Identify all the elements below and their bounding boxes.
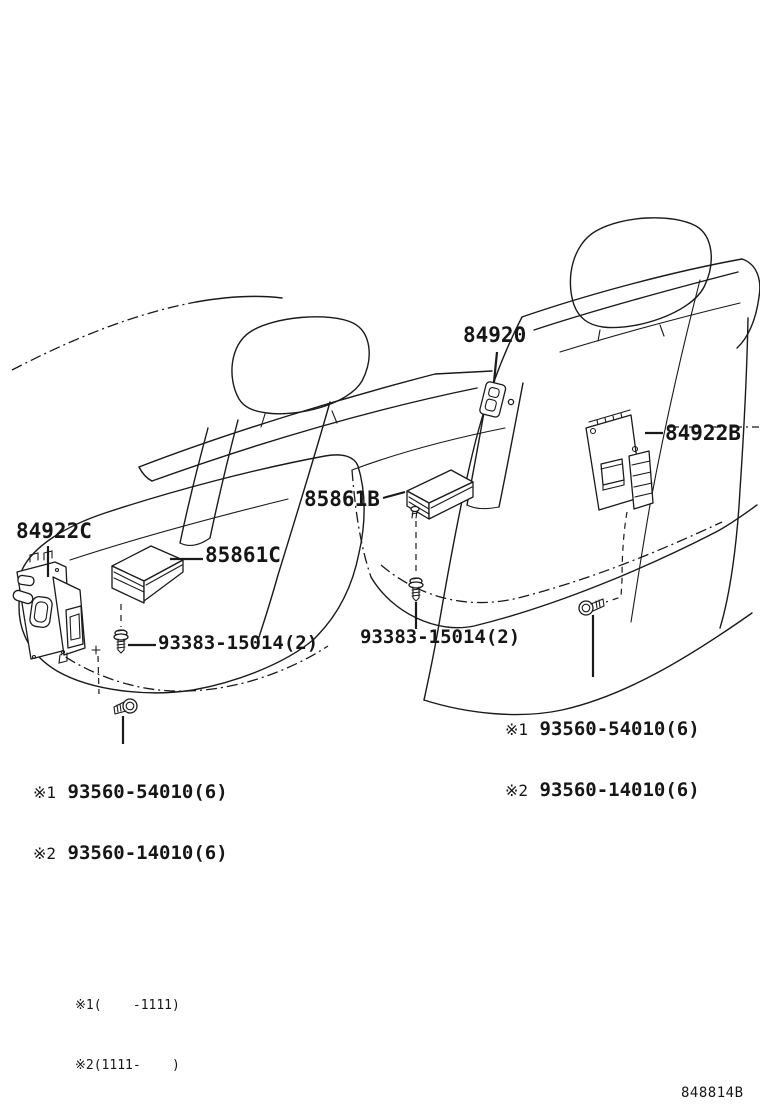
tilt-slide-ecu-85861c	[112, 546, 203, 627]
leader-84920	[494, 352, 497, 382]
footnote-2: ※2(1111- )	[75, 1058, 180, 1073]
bolt-left-row2: ※2 93560-14010(6)	[33, 842, 228, 864]
screw-93383-right	[409, 578, 423, 629]
bolt-left-row1: ※1 93560-54010(6)	[33, 781, 228, 803]
screw-93383-left	[114, 630, 156, 653]
bolt-right-row1: ※1 93560-54010(6)	[505, 718, 700, 740]
callout-84922c: 84922C	[16, 519, 92, 543]
seat-control-module-84922b	[586, 410, 663, 602]
callout-84920: 84920	[463, 323, 527, 347]
callout-screw-left: 93383-15014(2)	[158, 632, 319, 654]
callout-84922b: 84922B	[665, 421, 741, 445]
footnotes	[75, 956, 180, 1096]
ref-marker: ※1	[33, 783, 57, 802]
bolt-93560-left	[114, 699, 137, 744]
callout-85861c: 85861C	[205, 543, 281, 567]
leader-85861b	[383, 492, 405, 498]
callout-screw-right: 93383-15014(2)	[360, 626, 521, 648]
ref-marker: ※1	[505, 720, 529, 739]
tilt-slide-ecu-85861b	[383, 470, 473, 575]
left-headrest	[232, 317, 369, 414]
seat-switch-84920	[479, 352, 514, 418]
footnote-1: ※1( -1111)	[75, 998, 180, 1013]
seat-switch-assembly-84922c	[12, 546, 100, 694]
switch-knob	[508, 399, 513, 404]
callout-bolt-right	[505, 679, 700, 821]
ref-marker: ※2	[505, 781, 529, 800]
datum-cross	[92, 646, 100, 654]
bolt-93560-right	[579, 599, 604, 677]
bolt-right-row2: ※2 93560-14010(6)	[505, 779, 700, 801]
diagram-code: 848814B	[681, 1085, 744, 1101]
callout-85861b: 85861B	[304, 487, 380, 511]
callout-bolt-left	[33, 742, 228, 884]
right-headrest	[570, 218, 711, 328]
ref-marker: ※2	[33, 844, 57, 863]
